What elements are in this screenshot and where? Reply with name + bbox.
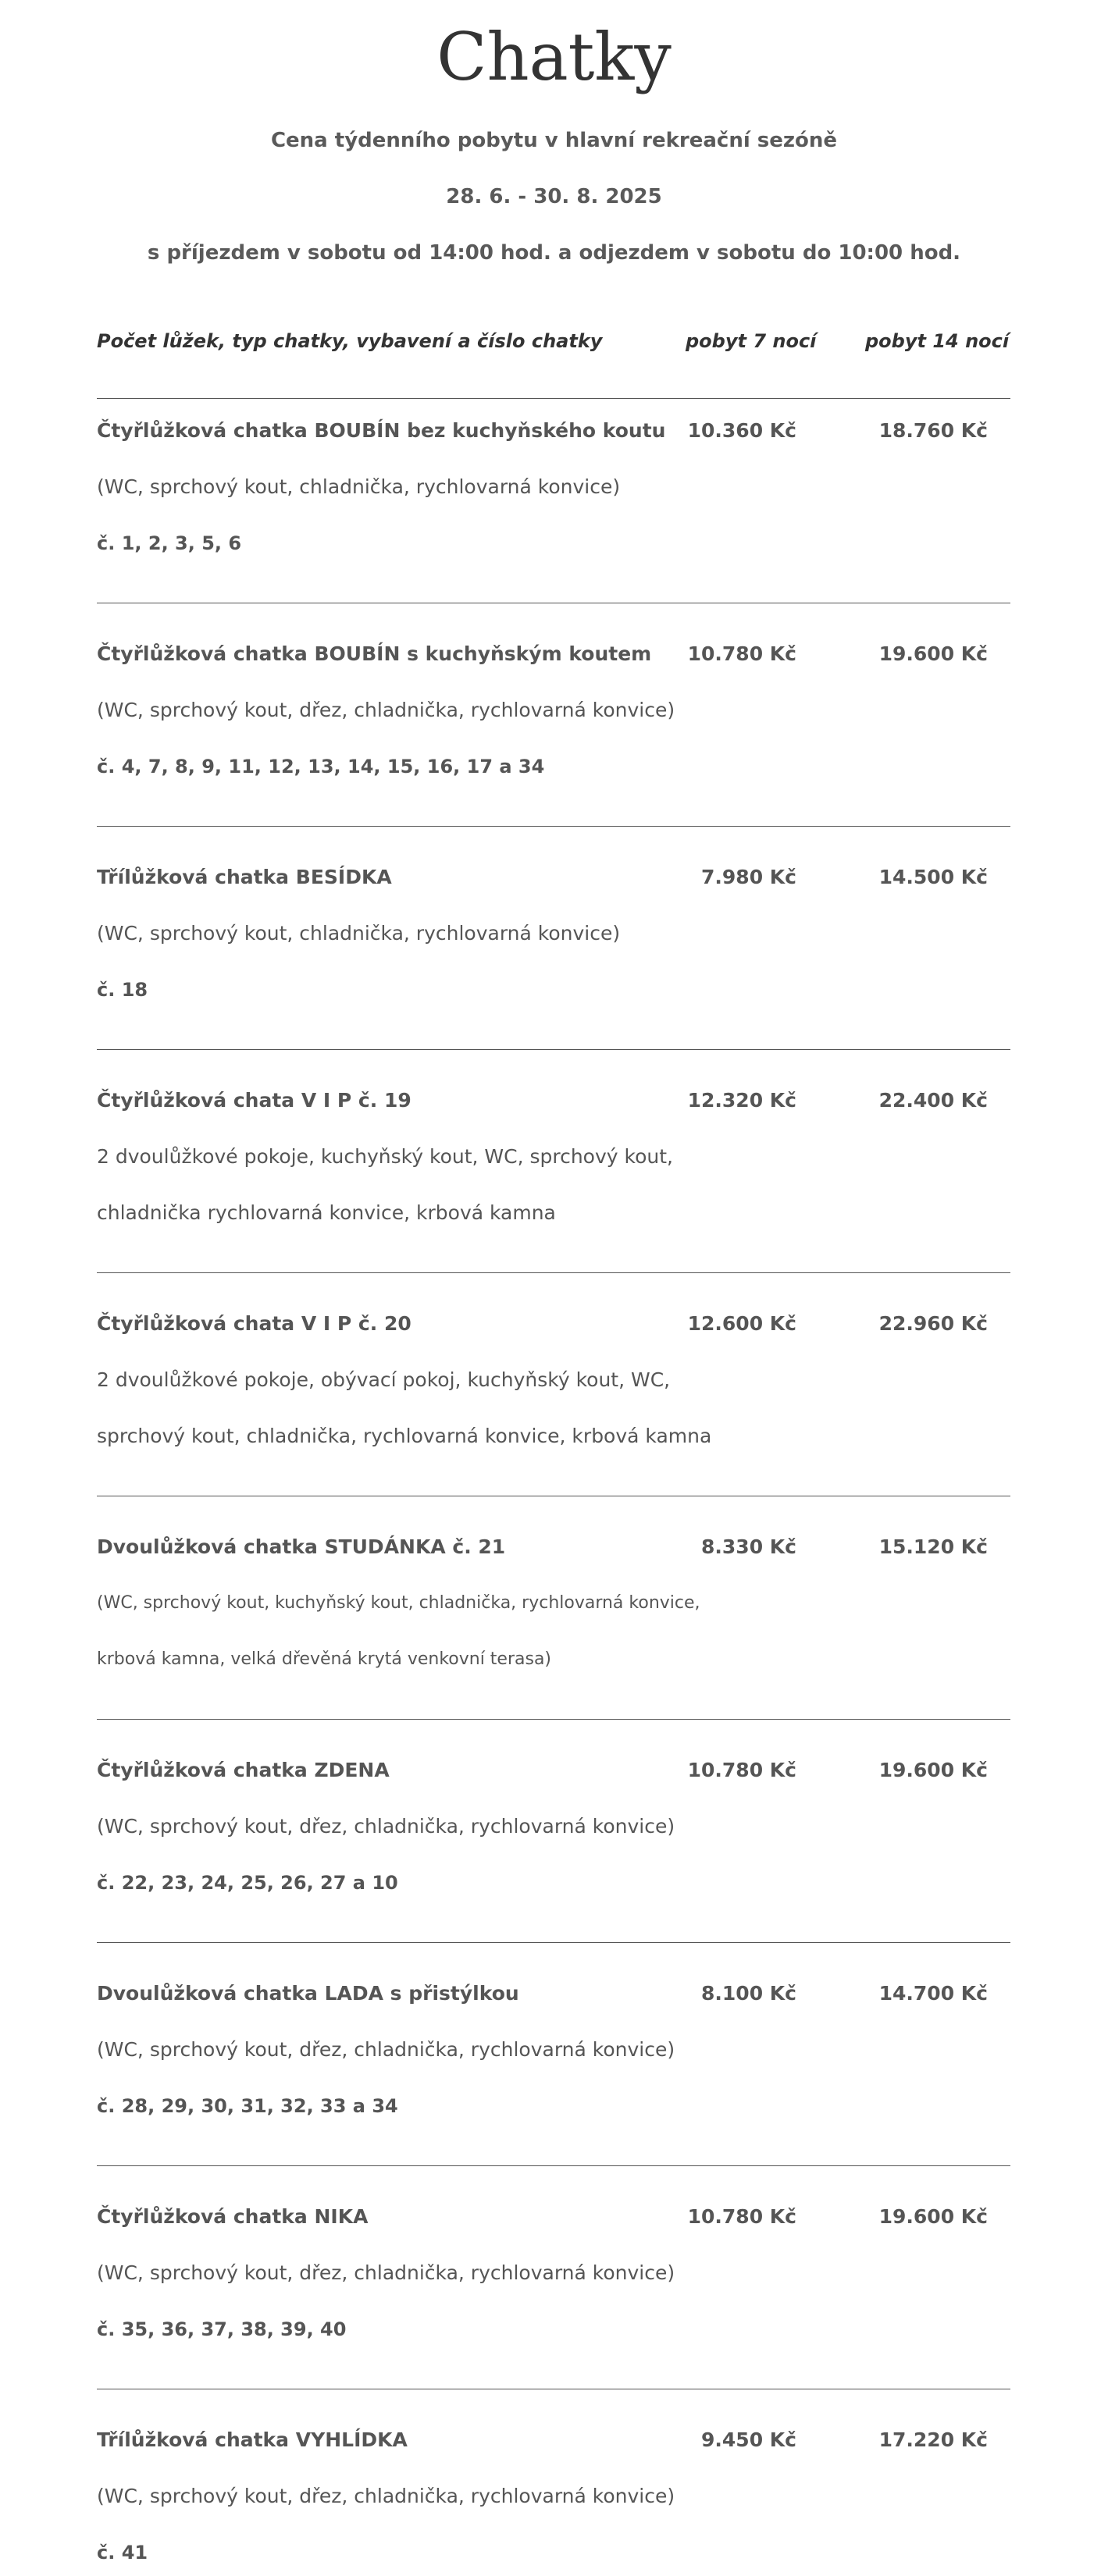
header-price-14-nights: pobyt 14 nocí <box>865 330 1010 352</box>
cabin-name: Čtyřlůžková chata V I P č. 19 <box>97 1089 411 1112</box>
season-subtitle: Cena týdenního pobytu v hlavní rekreační sezóně <box>270 129 838 152</box>
divider <box>97 2165 1010 2166</box>
cabin-name: Čtyřlůžková chatka NIKA <box>97 2205 369 2228</box>
cabin-name: Čtyřlůžková chatka BOUBÍN s kuchyňským koutem <box>97 642 652 665</box>
price-7-nights: 8.100 Kč <box>701 1982 796 2005</box>
cabin-row <box>0 640 1108 851</box>
cabin-equipment: (WC, sprchový kout, dřez, chladnička, rychlovarná konvice) <box>97 2485 675 2507</box>
price-14-nights: 18.760 Kč <box>878 419 988 442</box>
cabin-equipment: (WC, sprchový kout, dřez, chladnička, rychlovarná konvice) <box>97 1815 675 1838</box>
season-dates: 28. 6. - 30. 8. 2025 <box>446 185 662 208</box>
cabin-name: Dvoulůžková chatka STUDÁNKA č. 21 <box>97 1535 506 1558</box>
cabin-equipment: (WC, sprchový kout, kuchyňský kout, chladnička, rychlovarná konvice, <box>97 1593 700 1613</box>
price-7-nights: 7.980 Kč <box>701 866 796 888</box>
cabin-row <box>0 1756 1108 1967</box>
divider <box>97 1049 1010 1050</box>
cabin-equipment-continued: krbová kamna, velká dřevěná krytá venkovní terasa) <box>97 1649 552 1669</box>
arrival-info: s příjezdem v sobotu od 14:00 hod. a odjezdem v sobotu do 10:00 hod. <box>147 241 961 265</box>
price-14-nights: 19.600 Kč <box>878 1759 988 1781</box>
price-7-nights: 8.330 Kč <box>701 1535 796 1558</box>
cabin-equipment: (WC, sprchový kout, dřez, chladnička, rychlovarná konvice) <box>97 2261 675 2284</box>
cabin-row <box>0 863 1108 1074</box>
price-14-nights: 14.700 Kč <box>878 1982 988 2005</box>
divider <box>97 1719 1010 1720</box>
cabin-equipment: 2 dvoulůžkové pokoje, obývací pokoj, kuchyňský kout, WC, <box>97 1368 671 1391</box>
cabin-numbers: č. 41 <box>97 2542 148 2564</box>
divider <box>97 1942 1010 1943</box>
price-14-nights: 22.960 Kč <box>878 1312 988 1335</box>
cabin-equipment: (WC, sprchový kout, dřez, chladnička, rychlovarná konvice) <box>97 2038 675 2061</box>
price-7-nights: 12.600 Kč <box>687 1312 796 1335</box>
cabin-numbers: č. 1, 2, 3, 5, 6 <box>97 532 242 554</box>
cabin-equipment: 2 dvoulůžkové pokoje, kuchyňský kout, WC, sprchový kout, <box>97 1145 673 1168</box>
price-7-nights: 10.780 Kč <box>687 1759 796 1781</box>
header-description: Počet lůžek, typ chatky, vybavení a číslo chatky <box>97 330 603 352</box>
cabin-row <box>0 1310 1108 1521</box>
page-title: Chatky <box>436 19 672 95</box>
divider <box>97 826 1010 827</box>
header-price-7-nights: pobyt 7 nocí <box>686 330 817 352</box>
price-14-nights: 19.600 Kč <box>878 2205 988 2228</box>
cabin-numbers: č. 4, 7, 8, 9, 11, 12, 13, 14, 15, 16, 17 a 34 <box>97 756 545 777</box>
cabin-equipment-continued: sprchový kout, chladnička, rychlovarná konvice, krbová kamna <box>97 1425 712 1447</box>
price-14-nights: 19.600 Kč <box>878 642 988 665</box>
cabin-row <box>0 2203 1108 2414</box>
cabin-equipment: (WC, sprchový kout, chladnička, rychlovarná konvice) <box>97 475 621 498</box>
cabin-name: Třílůžková chatka BESÍDKA <box>97 866 392 888</box>
cabin-equipment-continued: chladnička rychlovarná konvice, krbová kamna <box>97 1201 556 1224</box>
cabin-numbers: č. 22, 23, 24, 25, 26, 27 a 10 <box>97 1872 398 1894</box>
price-14-nights: 14.500 Kč <box>878 866 988 888</box>
divider <box>97 1272 1010 1273</box>
price-7-nights: 10.360 Kč <box>687 419 796 442</box>
cabin-row <box>0 1533 1108 1744</box>
cabin-name: Dvoulůžková chatka LADA s přistýlkou <box>97 1982 519 2005</box>
cabin-row <box>0 1980 1108 2190</box>
cabin-numbers: č. 35, 36, 37, 38, 39, 40 <box>97 2318 347 2340</box>
price-7-nights: 10.780 Kč <box>687 642 796 665</box>
price-7-nights: 12.320 Kč <box>687 1089 796 1112</box>
cabin-name: Čtyřlůžková chata V I P č. 20 <box>97 1312 411 1335</box>
price-14-nights: 17.220 Kč <box>878 2428 988 2451</box>
price-14-nights: 15.120 Kč <box>878 1535 988 1558</box>
divider <box>97 398 1010 399</box>
cabin-name: Čtyřlůžková chatka ZDENA <box>97 1759 390 1781</box>
price-14-nights: 22.400 Kč <box>878 1089 988 1112</box>
cabin-name: Čtyřlůžková chatka BOUBÍN bez kuchyňského koutu <box>97 419 666 442</box>
cabin-equipment: (WC, sprchový kout, dřez, chladnička, rychlovarná konvice) <box>97 699 675 721</box>
cabin-row <box>0 417 1108 628</box>
price-7-nights: 10.780 Kč <box>687 2205 796 2228</box>
cabin-numbers: č. 18 <box>97 979 148 1001</box>
cabin-name: Třílůžková chatka VYHLÍDKA <box>97 2428 408 2451</box>
price-7-nights: 9.450 Kč <box>701 2428 796 2451</box>
cabin-equipment: (WC, sprchový kout, chladnička, rychlovarná konvice) <box>97 922 621 945</box>
cabin-row <box>0 2426 1108 2574</box>
cabin-numbers: č. 28, 29, 30, 31, 32, 33 a 34 <box>97 2095 398 2117</box>
cabin-row <box>0 1087 1108 1297</box>
